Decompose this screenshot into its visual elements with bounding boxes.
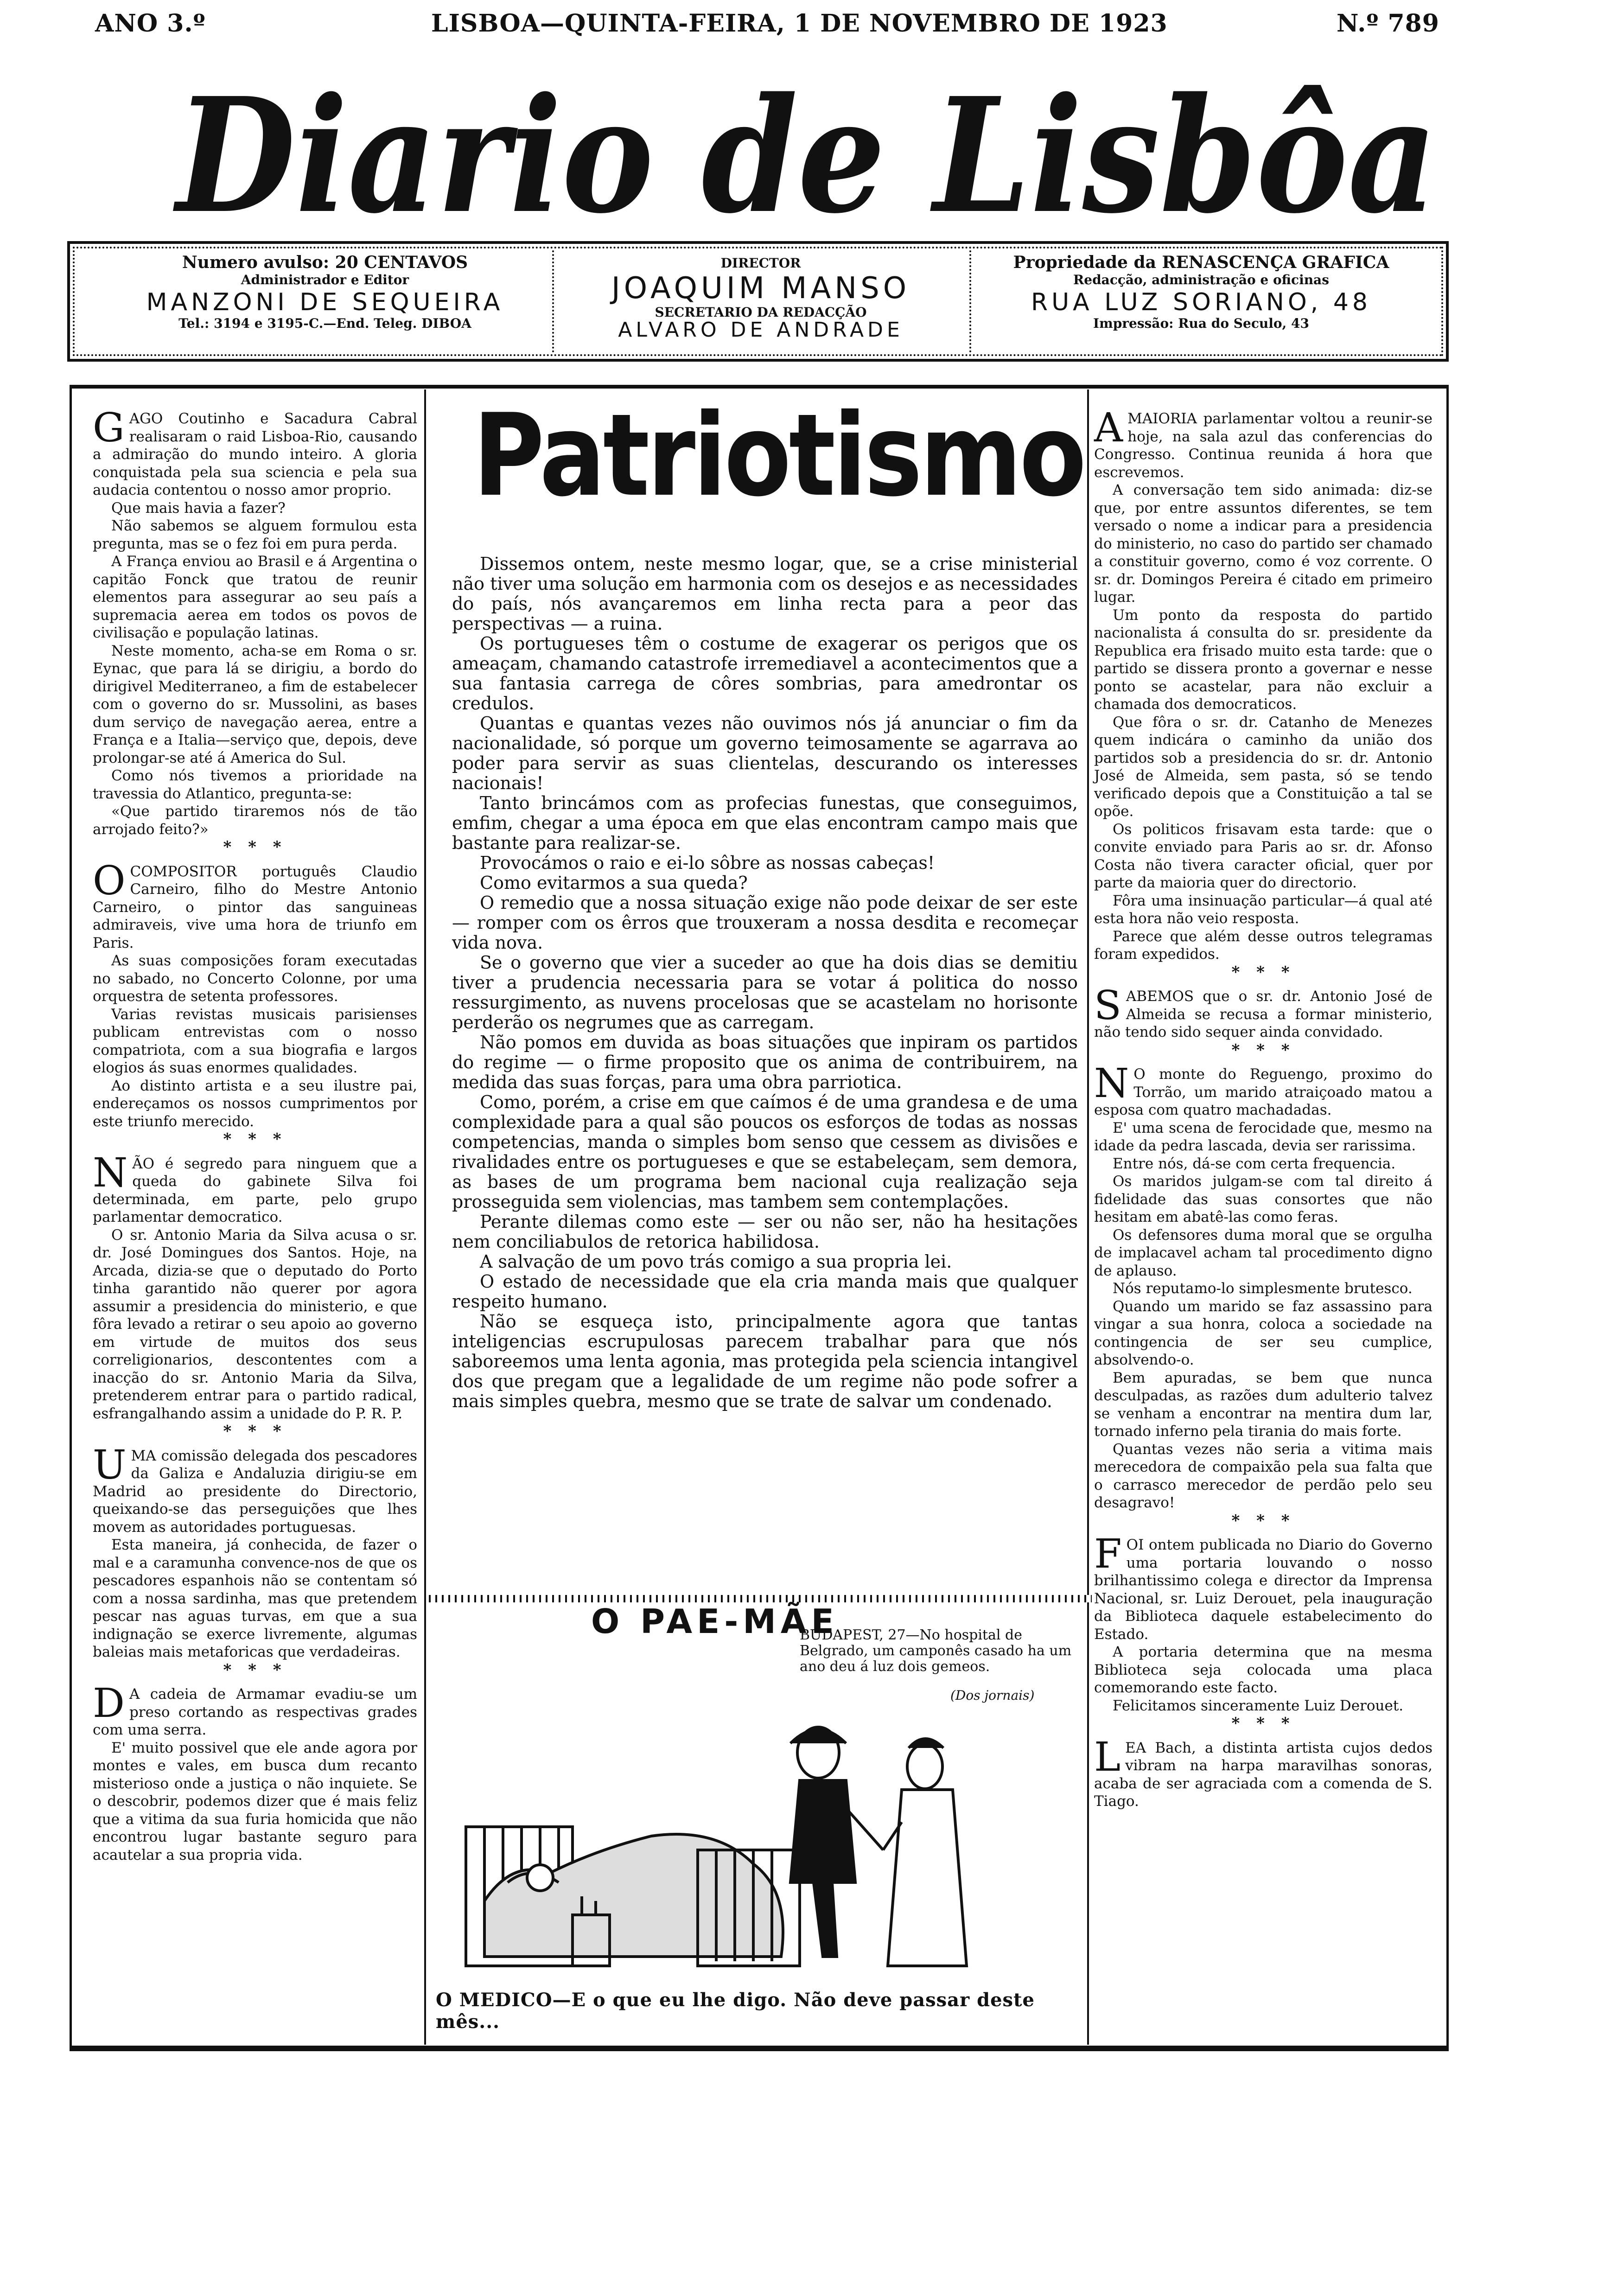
article-paragraph: Como, porém, a crise em que caímos é de uma grandesa e de uma complexidade para a qual são poucos os esforços de todas as nossas competencias, manda o simples bom senso que cessem as divisões e rivalidades entre os portugueses e que se estabeleçam, sem demora, as bases de um programa bem nacional cuja realização seja prosseguida sem violencias, mas tambem sem contemplações. xyxy=(452,1092,1078,1212)
drop-cap: A xyxy=(1094,405,1123,451)
paragraph xyxy=(93,1077,417,1131)
paragraph xyxy=(1094,1173,1432,1226)
paragraph xyxy=(1094,1119,1432,1155)
article-paragraph: Não se esqueça isto, principalmente agora que tantas inteligencias escrupulosas parecem trabalhar para que nós saboreemos uma lenta agonia, mas protegida pela sciencia intangivel dos que pregam que a legalidade de um regime não pode sofrer a mais simples quebra, mesmo que se trate de salvar um condenado. xyxy=(452,1311,1078,1411)
article-paragraph: Se o governo que vier a suceder ao que ha dois dias se demitiu tiver a prudencia necessaria para se votar á politica do nosso ressurgimento, as nuvens procelosas que se acastelam no horisonte perderão os negrumes que as carregam. xyxy=(452,952,1078,1033)
paragraph xyxy=(1094,821,1432,892)
drop-cap: F xyxy=(1094,1531,1122,1577)
section-separator: * * * xyxy=(223,1130,287,1148)
admin-name: MANZONI DE SEQUEIRA xyxy=(146,288,504,316)
section-separator: * * * xyxy=(1231,1040,1295,1059)
paragraph xyxy=(93,642,417,767)
paragraph-text: Quando um marido se faz assassino para vingar a sua honra, coloca a sociedade na contingencia de ser seu cumplice, absolvendo-o. xyxy=(1094,1298,1432,1368)
paragraph-text: Varias revistas musicais parisienses publicam entrevistas com o nosso compatriota, com a sua biografia e largos elogios ás suas enormes qualidades. xyxy=(93,1006,417,1076)
paragraph-text: A portaria determina que na mesma Biblioteca seja colocada uma placa comemorando este facto. xyxy=(1094,1644,1432,1696)
paragraph xyxy=(1094,714,1432,821)
section-separator: * * * xyxy=(1231,1511,1295,1530)
paragraph-text: Ao distinto artista e a seu ilustre pai, endereçamos os nossos cumprimentos por este triunfo merecido. xyxy=(93,1077,417,1130)
article-paragraph: Provocámos o raio e ei-lo sôbre as nossas cabeças! xyxy=(480,853,935,873)
paragraph xyxy=(93,857,417,952)
paragraph-text: Nós reputamo-lo simplesmente brutesco. xyxy=(1113,1280,1413,1297)
paragraph xyxy=(1094,1226,1432,1280)
paragraph xyxy=(1094,1643,1432,1697)
paragraph-text: OI ontem publicada no Diario do Governo uma portaria louvando o nosso brilhantissimo colega e director da Imprensa Nacional, sr. Luiz Derouet, pela inauguração da Biblioteca daquele estabelecimento do Estado. xyxy=(1094,1537,1432,1643)
paragraph xyxy=(1094,1697,1432,1715)
column-rule-left xyxy=(424,389,426,2045)
print-address: Impressão: Rua do Seculo, 43 xyxy=(1093,316,1310,331)
paragraph-text: O monte do Reguengo, proximo do Torrão, um marido atraiçoado matou a esposa com quatro machadadas. xyxy=(1094,1066,1432,1118)
paragraph xyxy=(1094,1280,1432,1298)
section-separator: * * * xyxy=(1231,1714,1295,1733)
paragraph xyxy=(93,803,417,838)
paragraph-text: COMPOSITOR português Claudio Carneiro, filho do Mestre Antonio Carneiro, o pintor das sanguineas admiraveis, vive uma hora de triunfo em Paris. xyxy=(93,863,417,951)
year-volume: ANO 3.º xyxy=(95,9,206,38)
paragraph xyxy=(93,767,417,803)
paragraph-text: EA Bach, a distinta artista cujos dedos vibram na harpa maravilhas sonoras, acaba de ser agraciada com a comenda de S. Tiago. xyxy=(1094,1739,1432,1810)
paragraph xyxy=(93,1536,417,1661)
top-line xyxy=(95,9,1439,46)
drop-cap: D xyxy=(93,1680,125,1727)
masthead xyxy=(167,58,1446,249)
paragraph xyxy=(1094,928,1432,963)
paragraph-text: MAIORIA parlamentar voltou a reunir-se hoje, na sala azul das conferencias do Congresso. Continua reunida á hora que escrevemos. xyxy=(1094,410,1432,481)
article-paragraph: Dissemos ontem, neste mesmo logar, que, se a crise ministerial não tiver uma solução em harmonia com os desejos e as necessidades do país, nós avançaremos em linha recta para a peor das perspectivas — a ruina. xyxy=(452,554,1078,634)
paragraph xyxy=(93,1739,417,1864)
paragraph-text: A França enviou ao Brasil e á Argentina o capitão Fonck que tratou de reunir elementos para assegurar ao seu país a supremacia aerea em todos os povos de civilisação e população latinas. xyxy=(93,553,417,641)
drop-cap: S xyxy=(1094,982,1121,1029)
paragraph-text: Os defensores duma moral que se orgulha de implacavel acham tal procedimento digno de aplauso. xyxy=(1094,1226,1432,1279)
owner-address: RUA LUZ SORIANO, 48 xyxy=(1031,288,1371,316)
owner: Propriedade da RENASCENÇA GRAFICA xyxy=(1013,253,1389,272)
paragraph xyxy=(1094,405,1432,481)
section-separator: * * * xyxy=(223,1660,287,1679)
article-paragraph: Os portugueses têm o costume de exagerar os perigos que os ameaçam, chamando catastrofe irremediavel a acontecimentos que a sua fantasia carrega de côres sombrias, para amedrontar os credulos. xyxy=(452,633,1078,714)
drop-cap: U xyxy=(93,1441,127,1488)
paragraph-text: O sr. Antonio Maria da Silva acusa o sr. dr. José Domingues dos Santos. Hoje, na Arcada, dizia-se que o deputado do Porto tinha garantido não querer por agora assumir a presidencia do ministerio, e que fôra levado a retirar o seu apoio ao governo em virtude de muitos dos seus correligionarios, descontentes com a inacção do sr. Antonio Maria da Silva, pretenderem entrar para o partido radical, esfrangalhando assim a unidade do P. R. P. xyxy=(93,1226,417,1422)
paragraph xyxy=(1094,1734,1432,1811)
paragraph-text: Como nós tivemos a prioridade na travessia do Atlantico, pregunta-se: xyxy=(93,767,417,802)
paragraph xyxy=(1094,1155,1432,1173)
paragraph xyxy=(93,499,417,517)
headline: Patriotismo xyxy=(473,389,1084,522)
paragraph-text: «Que partido tiraremos nós de tão arrojado feito?» xyxy=(93,803,417,838)
patient-head xyxy=(527,1865,553,1891)
paragraph xyxy=(93,405,417,499)
issue-number: N.º 789 xyxy=(1337,9,1439,38)
director-name: JOAQUIM MANSO xyxy=(611,271,910,306)
center-article xyxy=(452,554,1078,1411)
article-paragraph: Perante dilemas como este — ser ou não ser, não ha hesitações nem conciliabulos de retorica habilidosa. xyxy=(452,1212,1078,1252)
director-role: DIRECTOR xyxy=(720,255,801,271)
paragraph-text: Que fôra o sr. dr. Catanho de Menezes quem indicára o caminho da união dos partidos sob a presidencia do sr. dr. Antonio José de Almeida, sem pasta, só se tendo verificado depois que a Constituição a tal se opõe. xyxy=(1094,714,1432,820)
paragraph xyxy=(93,517,417,553)
cartoon-source: (Dos jornais) xyxy=(950,1688,1035,1703)
paragraph-text: As suas composições foram executadas no sabado, no Concerto Colonne, por uma orquestra de setenta professores. xyxy=(93,952,417,1005)
paragraph-text: ÃO é segredo para ninguem que a queda do gabinete Silva foi determinada, em parte, pelo grupo parlamentar democratico. xyxy=(93,1155,417,1225)
secretary-name: ALVARO DE ANDRADE xyxy=(618,318,904,342)
admin-role: Administrador e Editor xyxy=(241,272,409,287)
paragraph-text: A cadeia de Armamar evadiu-se um preso cortando as respectivas grades com uma serra. xyxy=(93,1686,417,1738)
article-paragraph: O estado de necessidade que ela cria manda mais que qualquer respeito humano. xyxy=(452,1271,1078,1312)
paragraph-text: A conversação tem sido animada: diz-se que, por entre assuntos diferentes, se tem versado o nome a indicar para a presidencia do ministerio, no caso do partido ser chamado a constituir governo, como é voz corrente. O sr. dr. Domingos Pereira é citado em primeiro lugar. xyxy=(1094,482,1432,606)
article-paragraph: Quantas e quantas vezes não ouvimos nós já anunciar o fim da nacionalidade, só porque um governo teimosamente se agarrava ao poder para servir as suas clientelas, descurando os interesses nacionais! xyxy=(452,713,1078,793)
paragraph xyxy=(1094,1060,1432,1119)
paragraph xyxy=(93,1441,417,1537)
paragraph xyxy=(1094,1369,1432,1441)
paragraph-text: Esta maneira, já conhecida, de fazer o mal e a caramunha convence-nos de que os pescadores espanhois não se contentam só com a nossa sardinha, mas que pretendem pescar nas aguas turvas, em que a sua indignação se exerce livremente, algumas baleias mais metaforicas que verdadeiras. xyxy=(93,1537,417,1660)
owner-dept: Redacção, administração e oficinas xyxy=(1073,272,1329,287)
secretary-role: SECRETARIO DA REDACÇÃO xyxy=(655,305,867,320)
paragraph xyxy=(93,1006,417,1077)
left-column xyxy=(93,403,417,1864)
owner-block xyxy=(974,254,1428,330)
paragraph-text: Bem apuradas, se bem que nunca desculpadas, as razões dum adulterio talvez se venham a encontrar na mentira dum lar, tornado inferno pela tirania do mais forte. xyxy=(1094,1369,1432,1440)
paragraph xyxy=(93,1680,417,1739)
paragraph xyxy=(1094,982,1432,1041)
paragraph-text: Fôra uma insinuação particular—á qual até esta hora não veio resposta. xyxy=(1094,892,1432,927)
paragraph-text: Quantas vezes não seria a vitima mais merecedora de compaixão pela sua falta que o carrasco merecedor de perdão pelo seu desagravo! xyxy=(1094,1441,1432,1511)
article-paragraph: Tanto brincámos com as profecias funestas, que conseguimos, emfim, chegar a uma época em que elas encontram campo mais que bastante para realizar-se. xyxy=(452,793,1078,853)
bed-blanket xyxy=(484,1834,783,1957)
paragraph xyxy=(1094,892,1432,928)
paragraph-text: E' uma scena de ferocidade que, mesmo na idade da pedra lascada, devia ser rarissima. xyxy=(1094,1119,1432,1154)
paragraph-text: Que mais havia a fazer? xyxy=(111,499,286,517)
cartoon-drawing xyxy=(457,1697,1078,1984)
paragraph-text: ABEMOS que o sr. dr. Antonio José de Almeida se recusa a formar ministerio, não tendo sido sequer ainda convidado. xyxy=(1094,988,1432,1040)
paragraph xyxy=(93,952,417,1006)
article-paragraph: Não pomos em duvida as boas situações que inpiram os partidos do regime — o firme proposito que os anima de contribuirem, na medida das suas forças, para uma obra parriotica. xyxy=(452,1032,1078,1092)
paragraph-text: E' muito possivel que ele ande agora por montes e vales, em busca dum recanto misterioso onde a justiça o não inquiete. Se o descobrir, podemos dizer que é mais feliz que a vitima da sua furia homicida que não encontrou lugar bastante seguro para acautelar a sua propria vida. xyxy=(93,1739,417,1863)
paragraph xyxy=(1094,606,1432,714)
place-date: LISBOA—QUINTA-FEIRA, 1 DE NOVEMBRO DE 1923 xyxy=(431,9,1168,38)
bottom-rule xyxy=(70,2048,1449,2051)
dash-divider xyxy=(429,1595,1092,1602)
masthead-logo xyxy=(167,58,1446,249)
section-separator: * * * xyxy=(1231,963,1295,982)
drop-cap: N xyxy=(93,1149,128,1196)
info-box xyxy=(67,241,1449,362)
woman-head xyxy=(907,1744,942,1789)
paragraph-text: Parece que além desse outros telegramas foram expedidos. xyxy=(1094,928,1432,963)
section-separator: * * * xyxy=(223,838,287,856)
admin-contact: Tel.: 3194 e 3195-C.—End. Teleg. DIBOA xyxy=(178,316,471,331)
director-block xyxy=(557,254,965,340)
paragraph xyxy=(93,1149,417,1226)
paragraph-text: Não sabemos se alguem formulou esta pregunta, mas se o fez foi em pura perda. xyxy=(93,517,417,552)
cartoon-bottom-caption: O MEDICO—E o que eu lhe digo. Não deve passar deste mês... xyxy=(436,1989,1035,2033)
cartoon-title: O PAE-MÃE xyxy=(591,1602,839,1641)
column-rule-right xyxy=(1087,389,1089,2045)
paragraph-text: Neste momento, acha-se em Roma o sr. Eynac, que para lá se dirigiu, a bordo do dirigivel Mediterraneo, a fim de estabelecer com o governo do sr. Mussolini, as bases dum serviço de navegação aerea, entre a França e a Italia—serviço que, depois, deve prolongar-se até á America do Sul. xyxy=(93,642,417,766)
paragraph xyxy=(93,1226,417,1423)
drop-cap: O xyxy=(93,857,126,904)
paragraph-text: MA comissão delegada dos pescadores da Galiza e Andaluzia dirigiu-se em Madrid ao presidente do Directorio, queixando-se das perseguições que lhes movem as autoridades portuguesas. xyxy=(93,1447,417,1536)
paragraph xyxy=(1094,1441,1432,1512)
cartoon-illustration xyxy=(457,1697,1078,1984)
masthead-title: Diario de Lisbôa xyxy=(172,64,1437,249)
price: Numero avulso: 20 CENTAVOS xyxy=(182,253,468,272)
paragraph-text: Entre nós, dá-se com certa frequencia. xyxy=(1113,1155,1396,1172)
right-column xyxy=(1094,403,1432,1811)
admin-block xyxy=(102,254,547,330)
paragraph-text: Um ponto da resposta do partido nacionalista á consulta do sr. presidente da Republica era frisado muito esta tarde: que o partido se dissera pronto a governar e nesse ponto se acastelar, para não excluir a chamada dos democraticos. xyxy=(1094,606,1432,713)
drop-cap: N xyxy=(1094,1060,1129,1107)
cartoon-caption-text: BUDAPEST, 27—No hospital de Belgrado, um camponês casado ha um ano deu á luz dois gemeos. xyxy=(800,1627,1072,1675)
article-paragraph: Como evitarmos a sua queda? xyxy=(480,873,748,893)
paragraph-text: Felicitamos sinceramente Luiz Derouet. xyxy=(1113,1697,1404,1714)
paragraph-text: Os politicos frisavam esta tarde: que o convite enviado para Paris ao sr. dr. Afonso Costa não tivera caracter oficial, quer por parte da maioria quer do directorio. xyxy=(1094,821,1432,891)
drop-cap: L xyxy=(1094,1734,1121,1780)
paragraph xyxy=(93,553,417,642)
article-paragraph: A salvação de um povo trás comigo a sua propria lei. xyxy=(480,1251,952,1272)
paragraph xyxy=(1094,481,1432,606)
section-separator: * * * xyxy=(223,1422,287,1441)
drop-cap: G xyxy=(93,405,125,451)
paragraph-text: AGO Coutinho e Sacadura Cabral realisaram o raid Lisboa-Rio, causando a admiração do mundo inteiro. A gloria conquistada pela sua sciencia e pela sua audacia contentou o nosso amor proprio. xyxy=(93,410,417,498)
paragraph xyxy=(1094,1531,1432,1643)
paragraph xyxy=(1094,1298,1432,1369)
paragraph-text: Os maridos julgam-se com tal direito á fidelidade das suas consortes que não hesitam em abatê-las como feras. xyxy=(1094,1173,1432,1225)
article-paragraph: O remedio que a nossa situação exige não pode deixar de ser este — romper com os êrros que trouxeram a nossa desdita e recomeçar vida nova. xyxy=(452,893,1078,953)
woman-dress xyxy=(888,1790,967,1966)
